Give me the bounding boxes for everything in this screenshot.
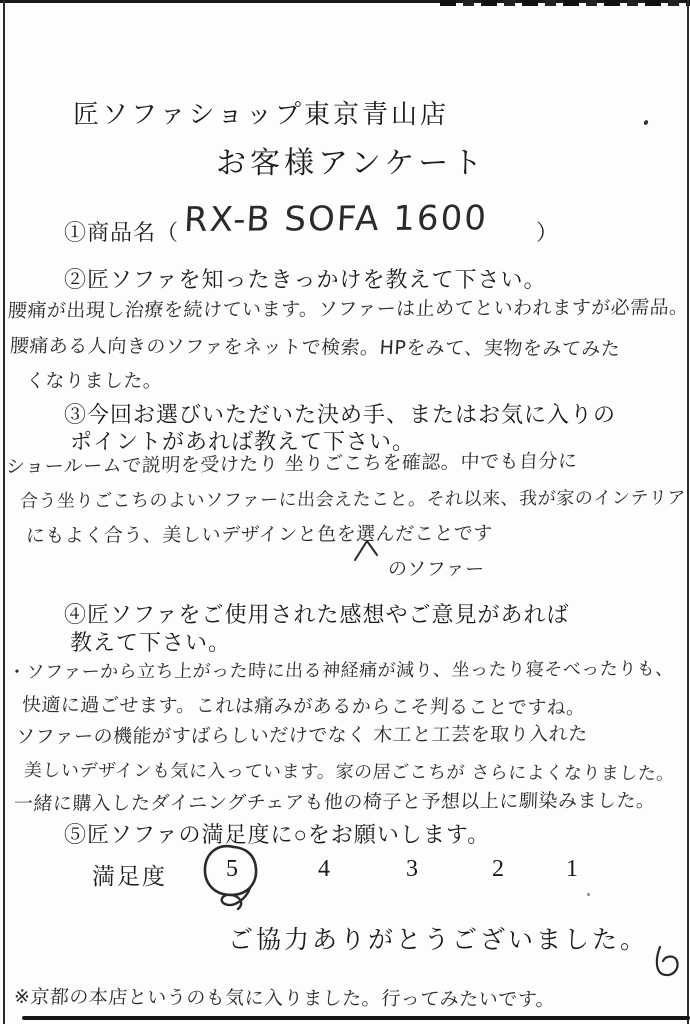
scan-border-speckle <box>440 0 690 6</box>
q4-answer-line: 一緒に購入したダイニングチェアも他の椅子と予想以上に馴染みました。 <box>13 789 657 815</box>
q2-answer-line: 腰痛が出現し治療を続けています。ソファーは止めてといわれますが必需品。 <box>7 296 690 322</box>
form-title: お客様アンケート <box>216 147 487 180</box>
q3-answer-line: 合う坐りごこちのよいソファーに出会えたこと。それ以来、我が家のインテリア <box>19 487 687 512</box>
scan-border-right <box>687 0 689 1024</box>
q3-question-line1: ③今回お選びいただいた決め手、またはお気に入りの <box>64 402 617 427</box>
closing-thanks: ご協力ありがとうございました。 <box>228 927 649 954</box>
handwritten-loop-mark <box>652 944 686 982</box>
rating-option-1: 1 <box>566 856 578 882</box>
rating-option-2: 2 <box>492 856 504 882</box>
q2-question: ②匠ソファを知ったきっかけを教えて下さい。 <box>64 267 547 292</box>
q4-answer-line: 美しいデザインも気に入っています。家の居ごこちが さらによくなりました。 <box>23 760 676 785</box>
footnote-handwriting: ※京都の本店というのも気に入りました。行ってみたいです。 <box>13 986 556 1011</box>
q3-question-line2: ポイントがあれば教えて下さい。 <box>70 429 416 454</box>
q4-answer-line: 快適に過ごせます。これは痛みがあるからこそ判ることですね。 <box>21 694 587 719</box>
q4-question-line2: 教えて下さい。 <box>70 630 232 655</box>
q3-answer-line: にもよく合う、美しいデザインと色を選んだことです <box>25 522 494 547</box>
scan-noise-dot <box>587 893 590 896</box>
q3-insertion-handwriting: のソファー <box>387 558 486 581</box>
insertion-caret-icon <box>352 538 380 562</box>
q1-label: ①商品名（ <box>64 220 180 245</box>
scan-noise-dot <box>643 119 649 125</box>
q5-question: ⑤匠ソファの満足度に○をお願いします。 <box>64 822 491 847</box>
rating-option-5: 5 <box>226 856 238 882</box>
q4-answer-line: ・ソファーから立ち上がった時に出る神経痛が減り、坐ったり寝そべったりも、 <box>7 658 675 683</box>
q4-answer-line: ソファーの機能がすばらしいだけでなく 木工と工芸を取り入れた <box>15 723 589 748</box>
q1-close-paren: ） <box>536 220 560 245</box>
rating-scale-label: 満足度 <box>92 864 167 889</box>
store-name: 匠ソファショップ東京青山店 <box>73 100 449 129</box>
scan-border-left <box>3 0 5 1024</box>
q3-answer-line: ショールームで説明を受けたり 坐りごこちを確認。中でも自分に <box>5 450 578 478</box>
q4-question-line1: ④匠ソファをご使用された感想やご意見があれば <box>64 602 570 627</box>
q2-answer-line: くなりました。 <box>25 370 164 392</box>
rating-circle-mark <box>198 840 268 916</box>
q1-answer-handwriting: RX-B SOFA 1600 <box>183 198 489 240</box>
scan-border-bottom <box>22 1016 690 1020</box>
q2-answer-line: 腰痛ある人向きのソファをネットで検索。HPをみて、実物をみてみた <box>9 335 621 361</box>
rating-option-3: 3 <box>406 856 418 882</box>
rating-option-4: 4 <box>318 856 330 882</box>
